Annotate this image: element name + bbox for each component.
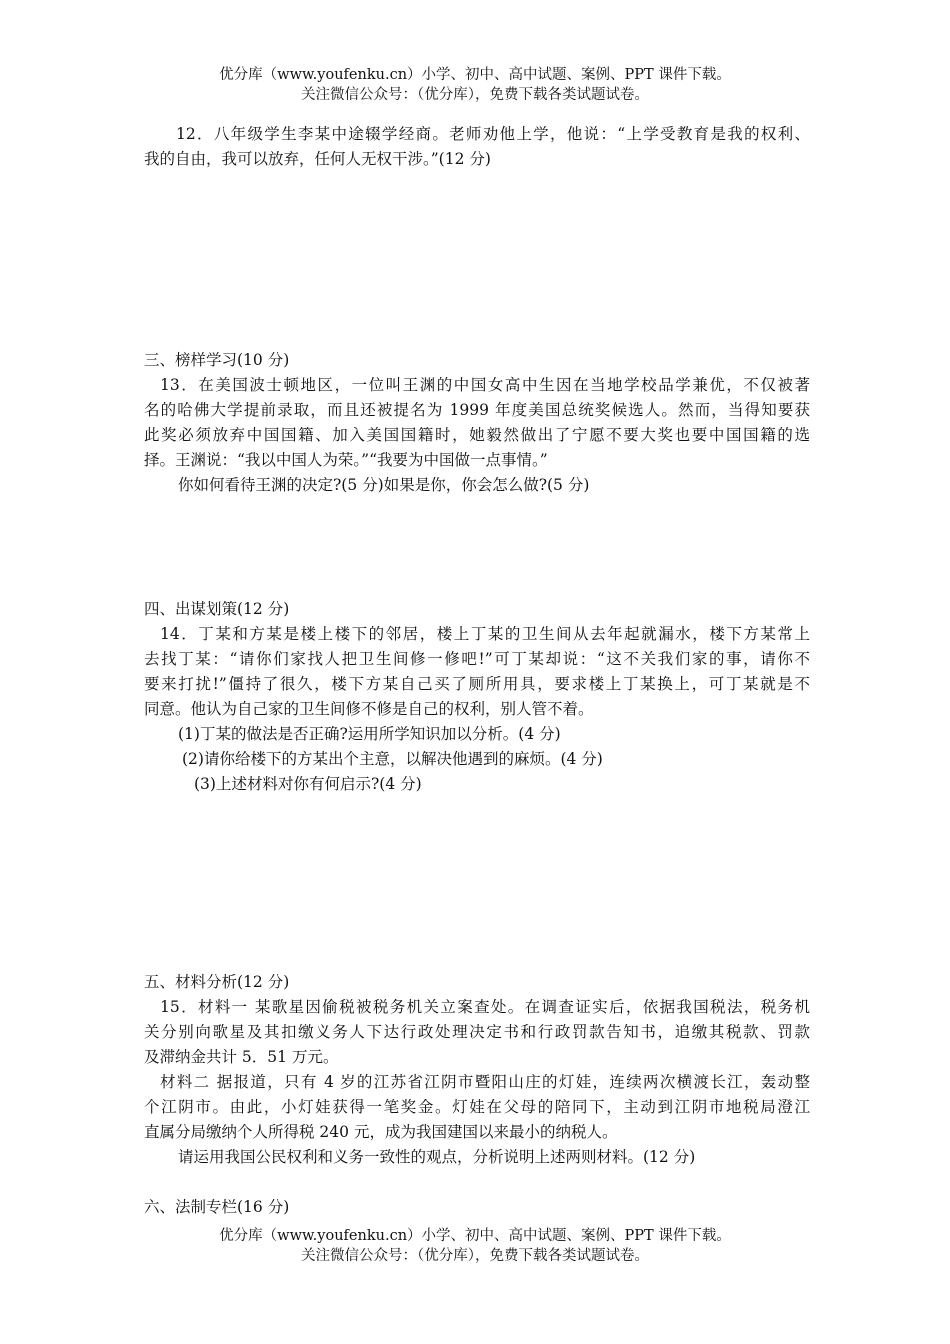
q15-line-2: 关分别向歌星及其扣缴义务人下达行政处理决定书和行政罚款告知书，追缴其税款、罚款: [144, 1023, 810, 1041]
q14-sub-2: (2)请你给楼下的方某出个主意，以解决他遇到的麻烦。(4 分): [182, 750, 603, 768]
q13-prompt: 你如何看待王渊的决定?(5 分)如果是你，你会怎么做?(5 分): [178, 476, 590, 494]
footer-line-1: 优分库（www.youfenku.cn）小学、初中、高中试题、案例、PPT 课件下载。: [219, 1228, 731, 1244]
q15-prompt: 请运用我国公民权利和义务一致性的观点，分析说明上述两则材料。(12 分): [178, 1148, 696, 1166]
section-6-title: 六、法制专栏(16 分): [144, 1198, 290, 1216]
q13-line-4: 择。王渊说：“我以中国人为荣。”“我要为中国做一点事情。”: [144, 451, 548, 469]
page-footer: [0, 1226, 950, 1266]
section-3-title: 三、榜样学习(10 分): [144, 351, 290, 369]
q13-line-2: 名的哈佛大学提前录取，而且还被提名为 1999 年度美国总统奖候选人。然而，当得知要获: [144, 401, 810, 419]
q14-sub-1: (1)丁某的做法是否正确?运用所学知识加以分析。(4 分): [178, 725, 561, 743]
section-4-title: 四、出谋划策(12 分): [144, 600, 290, 618]
q13-line-1: 13．在美国波士顿地区，一位叫王渊的中国女高中生因在当地学校品学兼优，不仅被著: [160, 376, 810, 394]
q12-line-2: 我的自由，我可以放弃，任何人无权干涉。”(12 分): [144, 150, 491, 168]
header-line-1: 优分库（www.youfenku.cn）小学、初中、高中试题、案例、PPT 课件下载。: [219, 67, 731, 83]
q14-sub-3: (3)上述材料对你有何启示?(4 分): [194, 775, 422, 793]
q15-line-4: 材料二 据报道，只有 4 岁的江苏省江阴市暨阳山庄的灯娃，连续两次横渡长江，轰动整: [160, 1073, 810, 1091]
q13-line-3: 此奖必须放弃中国国籍、加入美国国籍时，她毅然做出了宁愿不要大奖也要中国国籍的选: [144, 426, 810, 444]
footer-line-2: 关注微信公众号：（优分库），免费下载各类试题试卷。: [301, 1248, 649, 1264]
q15-line-6: 直属分局缴纳个人所得税 240 元，成为我国建国以来最小的纳税人。: [144, 1123, 618, 1141]
q14-line-2: 去找丁某：“请你们家找人把卫生间修一修吧!”可丁某却说：“这不关我们家的事，请你不: [144, 650, 810, 668]
page-header: [0, 65, 950, 105]
q14-line-3: 要来打扰!”僵持了很久，楼下方某自己买了厕所用具，要求楼上丁某换上，可丁某就是不: [144, 675, 810, 693]
q15-line-3: 及滞纳金共计 5．51 万元。: [144, 1048, 339, 1066]
q14-line-4: 同意。他认为自己家的卫生间修不修是自己的权利，别人管不着。: [144, 700, 594, 718]
section-5-title: 五、材料分析(12 分): [144, 973, 290, 991]
q15-line-1: 15．材料一 某歌星因偷税被税务机关立案查处。在调查证实后，依据我国税法，税务机: [160, 998, 810, 1016]
q14-line-1: 14．丁某和方某是楼上楼下的邻居，楼上丁某的卫生间从去年起就漏水，楼下方某常上: [160, 625, 810, 643]
q12-line-1: 12．八年级学生李某中途辍学经商。老师劝他上学，他说：“上学受教育是我的权利、: [176, 125, 810, 143]
header-line-2: 关注微信公众号：（优分库），免费下载各类试题试卷。: [301, 87, 649, 103]
q15-line-5: 个江阴市。由此，小灯娃获得一笔奖金。灯娃在父母的陪同下，主动到江阴市地税局澄江: [144, 1098, 810, 1116]
